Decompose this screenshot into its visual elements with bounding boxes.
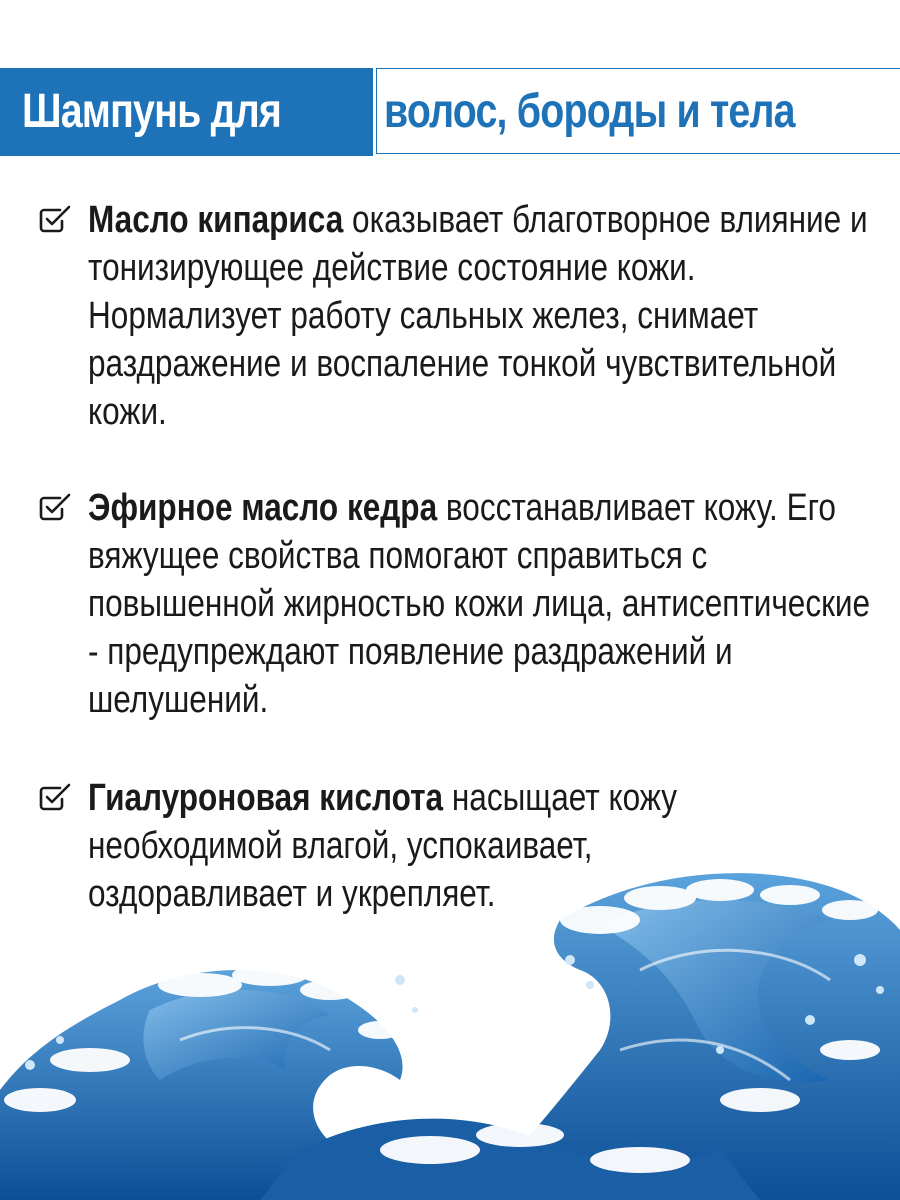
banner-title-left: Шампунь для [22, 85, 282, 138]
list-item-body: насыщает кожу необходимой влагой, успокаивает, оздоравливает и укрепляет. [88, 777, 678, 915]
list-item-title: Масло кипариса [88, 199, 344, 241]
list-item-text [88, 484, 885, 724]
list-item-title: Гиалуроновая кислота [88, 777, 444, 819]
checkbox-check-icon [38, 782, 72, 812]
list-item-text [88, 196, 885, 436]
checkbox-check-icon [38, 492, 72, 522]
ocean-wave-illustration [0, 850, 900, 1200]
banner-title-right: волос, бороды и тела [384, 85, 795, 138]
list-item-body: оказывает благотворное влияние и тонизирующее действие состояние кожи. Нормализует работу сальных желез, снимает раздражение и воспаление тонкой чувствительной кожи. [88, 199, 868, 433]
list-item-title: Эфирное масло кедра [88, 487, 438, 529]
title-banner [0, 68, 900, 156]
checkbox-check-icon [38, 204, 72, 234]
list-item-body: восстанавливает кожу. Его вяжущее свойства помогают справиться с повышенной жирностью кожи лица, антисептические - предупреждают появление раздражений и шелушений. [88, 487, 871, 721]
